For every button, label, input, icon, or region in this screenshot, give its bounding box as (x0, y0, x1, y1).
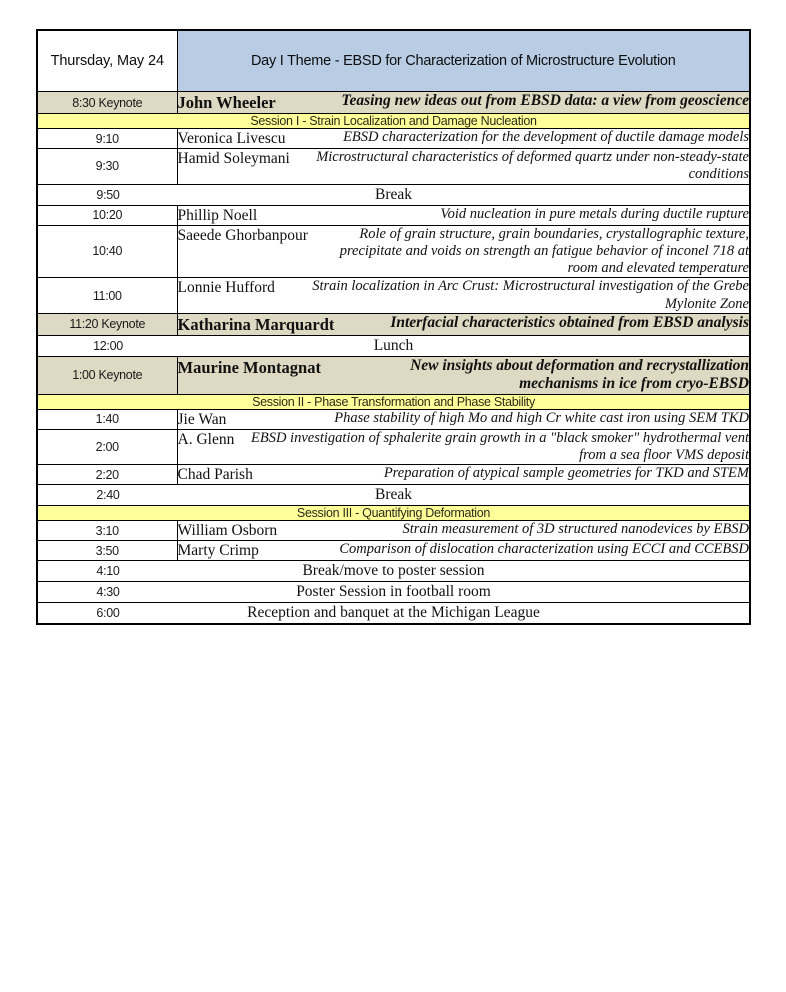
event-label: Reception and banquet at the Michigan League (247, 604, 540, 622)
session-banner-row (37, 394, 750, 409)
schedule-event-row (37, 582, 750, 603)
schedule-event-row (37, 184, 750, 205)
talk-inner (178, 226, 750, 278)
event-time: 12:00 (93, 338, 123, 353)
talk-title: Role of grain structure, grain boundaries, crystallographic texture, precipitate and voids on strength an fatigue behavior of inconel 718 at room and elevated temperature (339, 225, 749, 276)
talk-title: EBSD investigation of sphalerite grain growth in a "black smoker" hydrothermal vent from a sea floor VMS deposit (251, 429, 749, 463)
schedule-event-row (37, 335, 750, 356)
talk-inner (178, 521, 750, 540)
event-time: 9:50 (96, 187, 120, 202)
talk-time: 11:20 Keynote (37, 313, 177, 335)
speaker-name: John Wheeler (177, 93, 276, 112)
talk-inner (178, 357, 750, 394)
talk-time: 11:00 (37, 278, 177, 314)
event-cell (37, 582, 750, 603)
talk-time: 3:10 (37, 521, 177, 541)
schedule-body (37, 30, 750, 624)
schedule-talk-row (37, 521, 750, 541)
speaker-name: A. Glenn (177, 430, 235, 448)
schedule-talk-row (37, 225, 750, 278)
session-banner-label: Session III - Quantifying Deformation (37, 506, 750, 521)
talk-cell (177, 409, 750, 429)
schedule-event-row (37, 561, 750, 582)
talk-title: Preparation of atypical sample geometries for TKD and STEM (383, 465, 749, 482)
talk-time: 10:40 (37, 225, 177, 278)
talk-time: 1:00 Keynote (37, 356, 177, 394)
talk-title: EBSD characterization for the development of ductile damage models (343, 129, 749, 145)
talk-inner (178, 314, 750, 335)
talk-cell (177, 429, 750, 465)
session-banner-row (37, 506, 750, 521)
schedule-talk-row (37, 278, 750, 314)
speaker-name: William Osborn (177, 522, 278, 540)
session-banner-label: Session II - Phase Transformation and Phase Stability (37, 394, 750, 409)
header-row (37, 30, 750, 92)
talk-cell (177, 521, 750, 541)
schedule-talk-row (37, 205, 750, 225)
schedule-talk-row (37, 129, 750, 149)
event-time: 6:00 (96, 606, 120, 621)
talk-title: Strain measurement of 3D structured nanodevices by EBSD (402, 521, 749, 538)
schedule-event-row (37, 485, 750, 506)
talk-cell (177, 278, 750, 314)
talk-cell (177, 149, 750, 185)
talk-cell (177, 205, 750, 225)
keynote-talk-cell (177, 313, 750, 335)
event-cell (37, 184, 750, 205)
talk-title: Microstructural characteristics of deformed quartz under non-steady-state conditions (316, 149, 749, 183)
schedule-talk-row (37, 409, 750, 429)
speaker-name: Phillip Noell (177, 206, 258, 224)
schedule-page (36, 29, 749, 625)
speaker-name: Veronica Livescu (177, 130, 286, 147)
talk-time: 2:20 (37, 465, 177, 485)
talk-inner (178, 278, 750, 313)
talk-title: Void nucleation in pure metals during ductile rupture (440, 205, 749, 222)
talk-time: 2:00 (37, 429, 177, 465)
talk-title: New insights about deformation and recrystallization mechanisms in ice from cryo-EBSD (410, 356, 749, 393)
event-cell (37, 335, 750, 356)
talk-cell (177, 225, 750, 278)
talk-time: 1:40 (37, 409, 177, 429)
talk-inner (178, 410, 750, 429)
talk-title: Strain localization in Arc Crust: Microstructural investigation of the Grebe Mylonite Zone (312, 278, 749, 312)
talk-title: Comparison of dislocation characterization using ECCI and CCEBSD (339, 541, 749, 558)
event-cell (37, 561, 750, 582)
schedule-talk-row (37, 313, 750, 335)
event-label: Poster Session in football room (296, 583, 491, 601)
event-time: 2:40 (96, 488, 120, 503)
talk-time: 3:50 (37, 541, 177, 561)
event-label: Break (374, 486, 412, 504)
talk-cell (177, 541, 750, 561)
event-cell (37, 485, 750, 506)
talk-inner (178, 430, 750, 465)
day-theme: Day I Theme - EBSD for Characterization of Microstructure Evolution (177, 30, 750, 92)
speaker-name: Hamid Soleymani (177, 150, 290, 167)
speaker-name: Chad Parish (177, 466, 253, 484)
keynote-talk-cell (177, 356, 750, 394)
talk-title: Phase stability of high Mo and high Cr white cast iron using SEM TKD (334, 409, 749, 426)
schedule-talk-row (37, 429, 750, 465)
talk-inner (178, 149, 750, 184)
event-label: Break (374, 185, 412, 203)
session-banner-label: Session I - Strain Localization and Damage Nucleation (37, 114, 750, 129)
event-cell (37, 603, 750, 625)
event-label: Lunch (373, 336, 414, 354)
schedule-event-row (37, 603, 750, 625)
talk-cell (177, 465, 750, 485)
talk-inner (178, 541, 750, 560)
session-banner-row (37, 114, 750, 129)
talk-title: Teasing new ideas out from EBSD data: a view from geoscience (341, 92, 749, 109)
schedule-date: Thursday, May 24 (37, 30, 177, 92)
talk-title: Interfacial characteristics obtained from EBSD analysis (390, 313, 749, 331)
schedule-talk-row (37, 541, 750, 561)
talk-time: 9:10 (37, 129, 177, 149)
talk-inner (178, 465, 750, 484)
schedule-talk-row (37, 465, 750, 485)
schedule-talk-row (37, 356, 750, 394)
talk-inner (178, 206, 750, 225)
event-time: 4:30 (96, 585, 120, 600)
speaker-name: Jie Wan (177, 410, 227, 428)
talk-time: 9:30 (37, 149, 177, 185)
talk-inner (178, 129, 750, 148)
schedule-talk-row (37, 149, 750, 185)
event-time: 4:10 (96, 564, 120, 579)
talk-cell (177, 129, 750, 149)
talk-inner (178, 92, 750, 113)
conference-schedule-table (36, 29, 751, 625)
keynote-talk-cell (177, 92, 750, 114)
speaker-name: Maurine Montagnat (177, 357, 321, 377)
speaker-name: Marty Crimp (177, 542, 259, 560)
event-label: Break/move to poster session (302, 562, 485, 580)
speaker-name: Saeede Ghorbanpour (177, 226, 308, 244)
speaker-name: Katharina Marquardt (177, 314, 335, 334)
speaker-name: Lonnie Hufford (177, 279, 275, 297)
talk-time: 10:20 (37, 205, 177, 225)
talk-time: 8:30 Keynote (37, 92, 177, 114)
schedule-talk-row (37, 92, 750, 114)
